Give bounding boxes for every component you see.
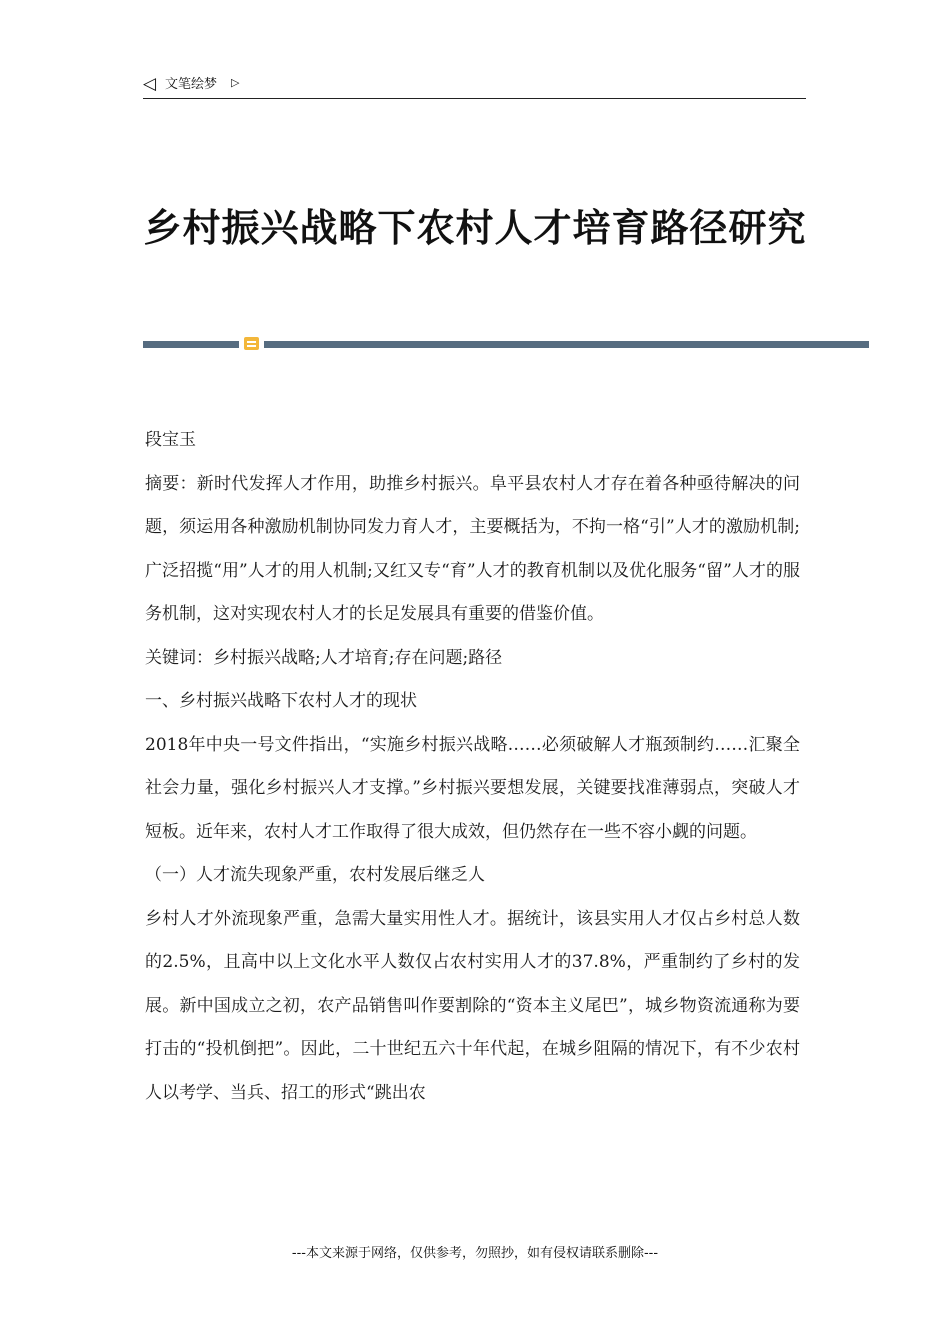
document-title: 乡村振兴战略下农村人才培育路径研究 [143, 205, 807, 250]
left-triangle-icon: ◁ [143, 74, 157, 94]
title-divider [143, 337, 869, 351]
right-triangle-icon: ▷ [231, 76, 240, 89]
divider-bar-left [143, 341, 239, 348]
section-paragraph: 2018年中央一号文件指出，“实施乡村振兴战略……必须破解人才瓶颈制约……汇聚全社会力量，强化乡村振兴人才支撑。”乡村振兴要想发展，关键要找准薄弱点，突破人才短板。近年来，农村人才工作取得了很大成效，但仍然存在一些不容小觑的问题。 [145, 734, 800, 842]
divider-bar-right [264, 341, 869, 348]
author-name: 段宝玉 [145, 430, 196, 450]
section-heading: 一、乡村振兴战略下农村人才的现状 [145, 691, 417, 711]
book-icon [244, 337, 259, 350]
document-body [145, 419, 800, 1115]
page-header [143, 74, 806, 99]
subsection-heading: （一）人才流失现象严重，农村发展后继乏人 [145, 865, 485, 885]
brand-label: 文笔绘梦 [165, 77, 218, 92]
abstract-paragraph: 摘要：新时代发挥人才作用，助推乡村振兴。阜平县农村人才存在着各种亟待解决的问题，须运用各种激励机制协同发力育人才，主要概括为，不拘一格“引”人才的激励机制;广泛招揽“用”人才的用人机制;又红又专“育”人才的教育机制以及优化服务“留”人才的服务机制，这对实现农村人才的长足发展具有重要的借鉴价值。 [145, 473, 800, 624]
subsection-paragraph: 乡村人才外流现象严重，急需大量实用性人才。据统计，该县实用人才仅占乡村总人数的2.5%，且高中以上文化水平人数仅占农村实用人才的37.8%，严重制约了乡村的发展。新中国成立之初，农产品销售叫作要割除的“资本主义尾巴”，城乡物资流通称为要打击的“投机倒把”。因此，二十世纪五六十年代起，在城乡阻隔的情况下，有不少农村人以考学、当兵、招工的形式“跳出农 [145, 908, 800, 1103]
keywords-line: 关键词：乡村振兴战略;人才培育;存在问题;路径 [145, 647, 503, 668]
page-footer-disclaimer: ---本文来源于网络，仅供参考，勿照抄，如有侵权请联系删除--- [291, 1246, 659, 1261]
